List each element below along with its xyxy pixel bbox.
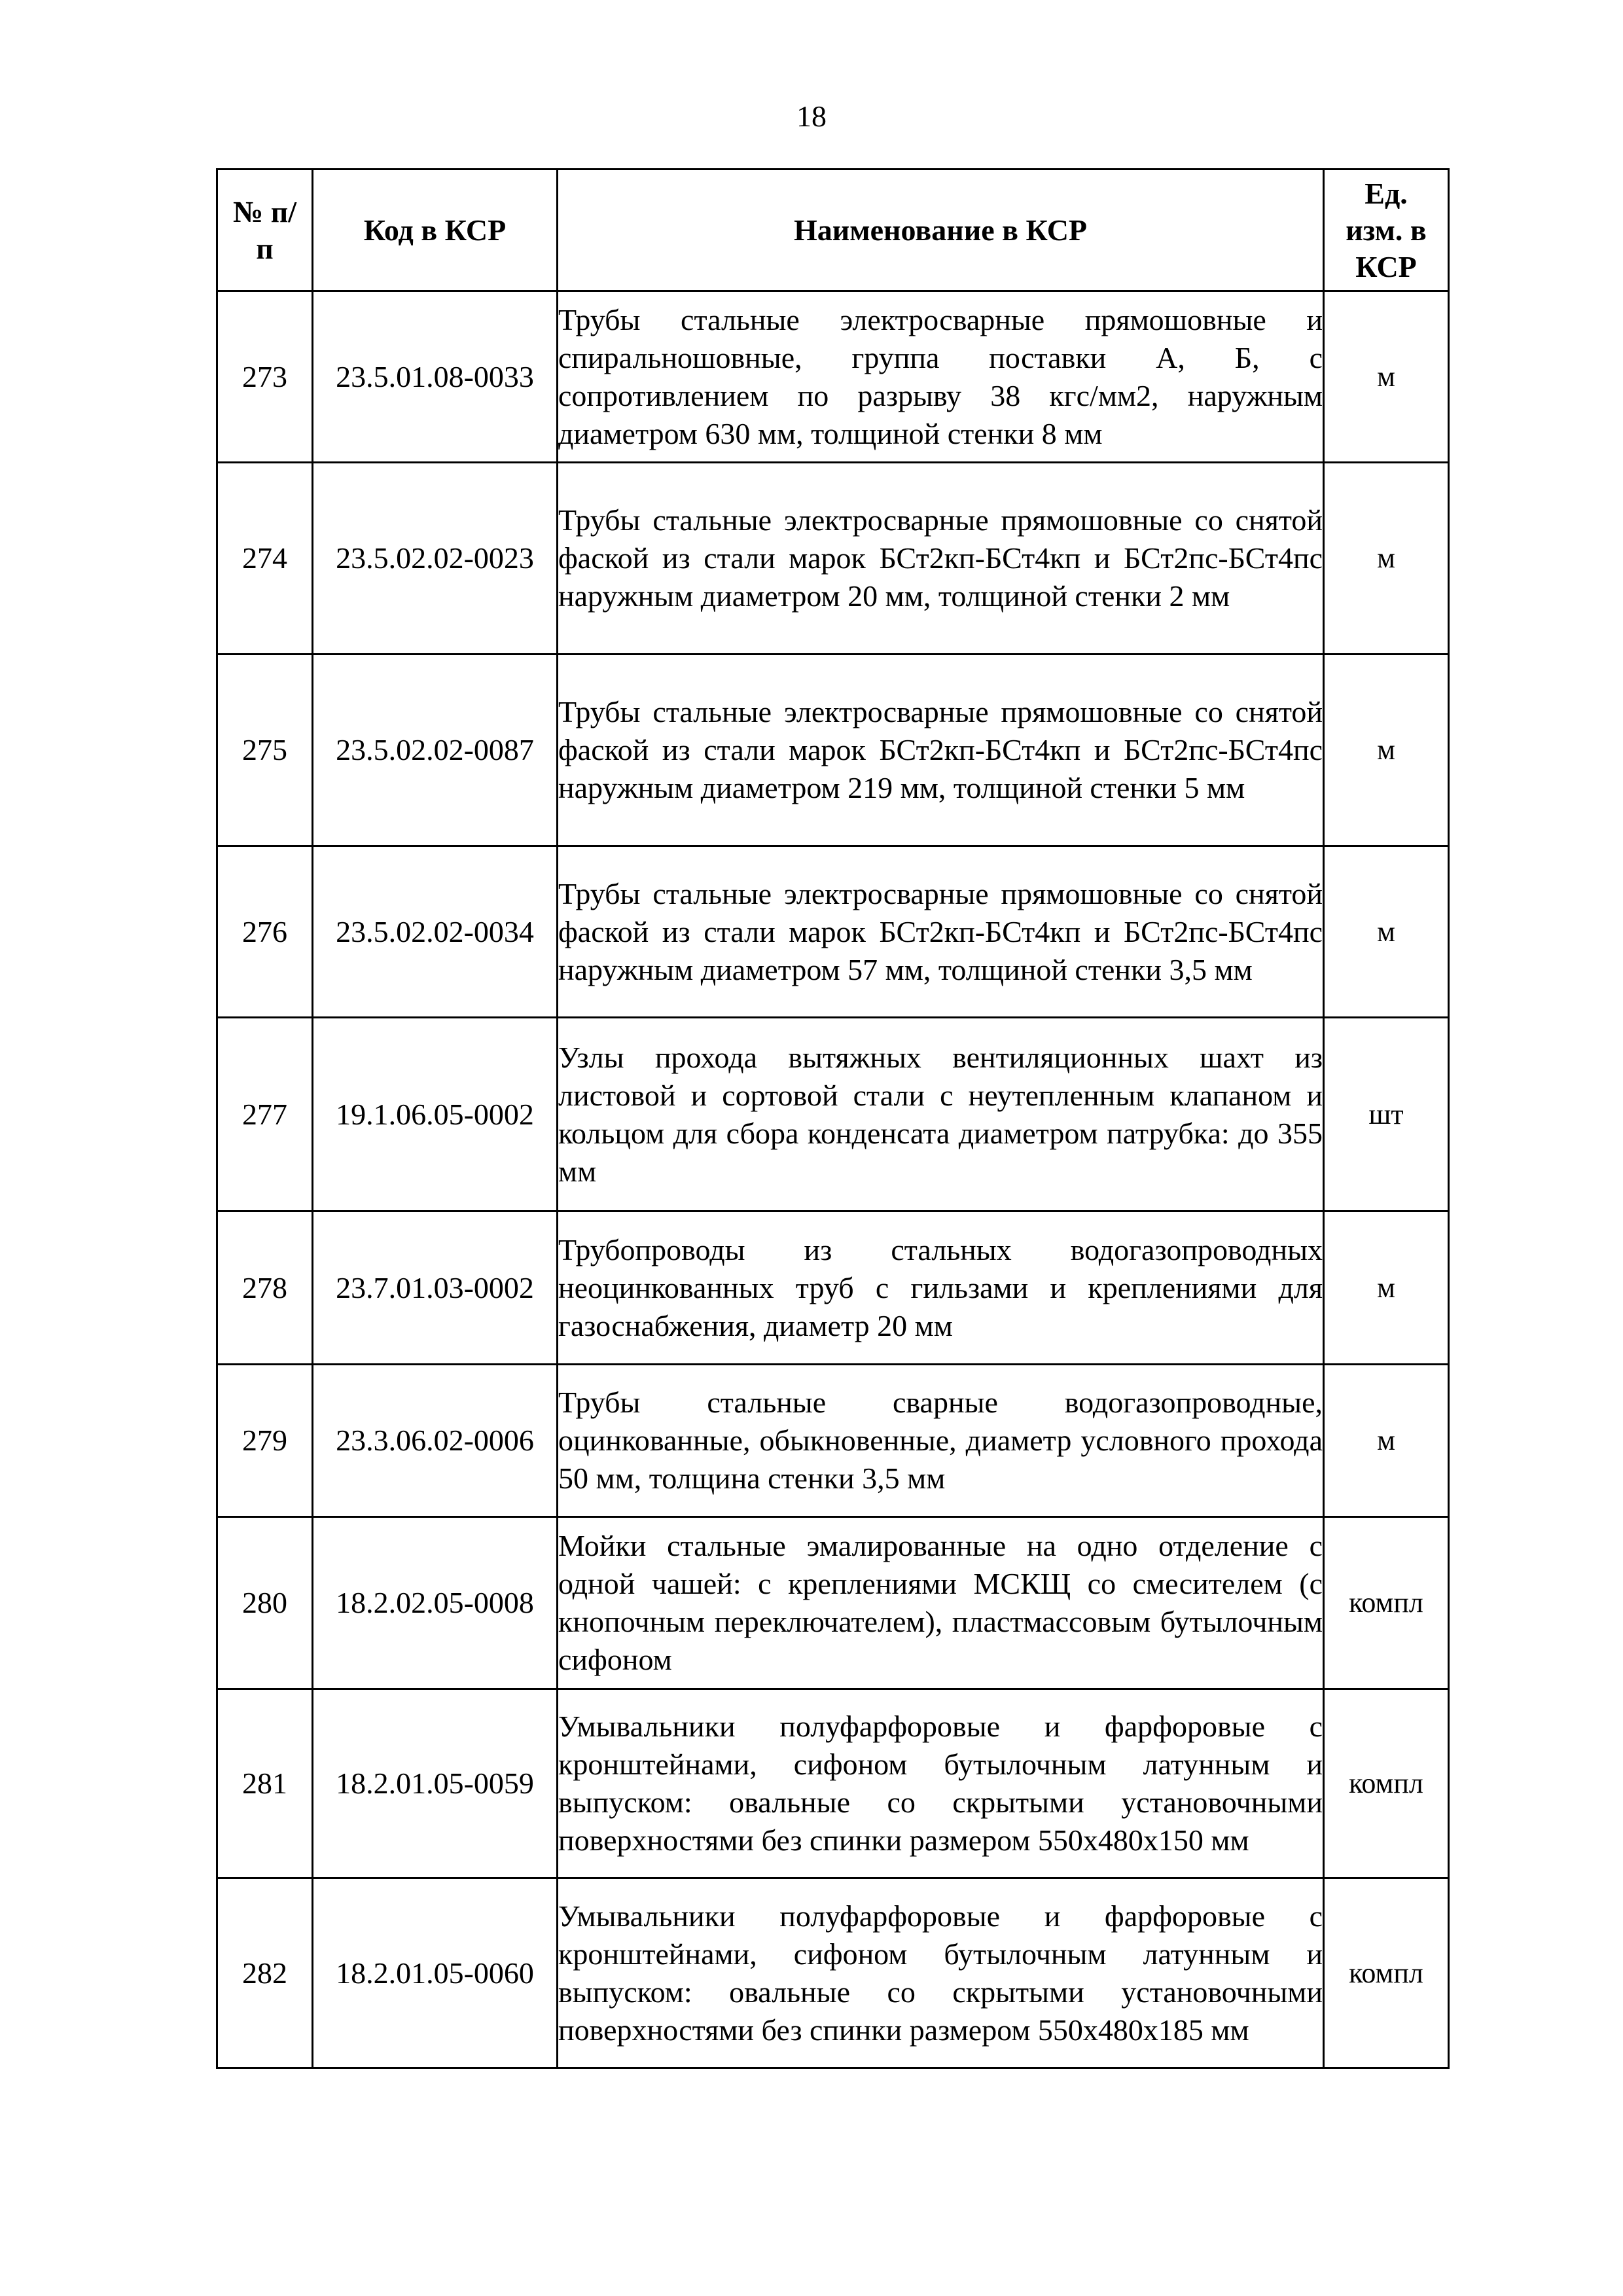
header-code: Код в КСР <box>313 170 558 291</box>
row-num: 273 <box>217 291 313 463</box>
table-row <box>217 1878 1449 2068</box>
table-row <box>217 846 1449 1018</box>
row-name: Умывальники полуфарфоровые и фарфоровые с кронштейнами, сифоном бутылочным латунным и выпуском: овальные со скрытыми установочными поверхностями без спинки размером 550х480х185 мм <box>558 1878 1324 2068</box>
table-row <box>217 291 1449 463</box>
table-row <box>217 1018 1449 1211</box>
row-code: 23.5.02.02-0023 <box>313 463 558 655</box>
row-name: Умывальники полуфарфоровые и фарфоровые с кронштейнами, сифоном бутылочным латунным и выпуском: овальные со скрытыми установочными поверхностями без спинки размером 550х480х150 мм <box>558 1689 1324 1878</box>
row-name: Трубопроводы из стальных водогазопроводных неоцинкованных труб с гильзами и креплениями для газоснабжения, диаметр 20 мм <box>558 1211 1324 1365</box>
row-code: 18.2.01.05-0060 <box>313 1878 558 2068</box>
row-unit: м <box>1324 1365 1449 1517</box>
row-unit: м <box>1324 1211 1449 1365</box>
row-num: 281 <box>217 1689 313 1878</box>
row-code: 23.7.01.03-0002 <box>313 1211 558 1365</box>
row-code: 23.5.02.02-0087 <box>313 655 558 846</box>
table-row <box>217 1211 1449 1365</box>
row-unit: м <box>1324 291 1449 463</box>
row-code: 19.1.06.05-0002 <box>313 1018 558 1211</box>
row-num: 275 <box>217 655 313 846</box>
row-num: 278 <box>217 1211 313 1365</box>
ksr-table <box>216 168 1450 2069</box>
page-number: 18 <box>796 99 827 133</box>
row-name: Мойки стальные эмалированные на одно отделение с одной чашей: с креплениями МСКЩ со смесителем (с кнопочным переключателем), пластмассовым бутылочным сифоном <box>558 1517 1324 1689</box>
row-unit: компл <box>1324 1878 1449 2068</box>
row-num: 279 <box>217 1365 313 1517</box>
header-unit: Ед. изм. в КСР <box>1324 170 1449 291</box>
row-name: Трубы стальные электросварные прямошовные и спиральношовные, группа поставки А, Б, с сопротивлением по разрыву 38 кгс/мм2, наружным диаметром 630 мм, толщиной стенки 8 мм <box>558 291 1324 463</box>
row-num: 274 <box>217 463 313 655</box>
row-num: 277 <box>217 1018 313 1211</box>
row-unit: шт <box>1324 1018 1449 1211</box>
row-name: Трубы стальные электросварные прямошовные со снятой фаской из стали марок БСт2кп-БСт4кп и БСт2пс-БСт4пс наружным диаметром 57 мм, толщиной стенки 3,5 мм <box>558 846 1324 1018</box>
table-header-row <box>217 170 1449 291</box>
table-row <box>217 463 1449 655</box>
header-num: № п/п <box>217 170 313 291</box>
row-code: 23.3.06.02-0006 <box>313 1365 558 1517</box>
table-row <box>217 1365 1449 1517</box>
table-row <box>217 655 1449 846</box>
row-name: Узлы прохода вытяжных вентиляционных шахт из листовой и сортовой стали с неутепленным клапаном и кольцом для сбора конденсата диаметром патрубка: до 355 мм <box>558 1018 1324 1211</box>
row-name: Трубы стальные электросварные прямошовные со снятой фаской из стали марок БСт2кп-БСт4кп и БСт2пс-БСт4пс наружным диаметром 219 мм, толщиной стенки 5 мм <box>558 655 1324 846</box>
row-code: 23.5.01.08-0033 <box>313 291 558 463</box>
row-num: 280 <box>217 1517 313 1689</box>
row-code: 18.2.02.05-0008 <box>313 1517 558 1689</box>
row-code: 18.2.01.05-0059 <box>313 1689 558 1878</box>
row-unit: компл <box>1324 1689 1449 1878</box>
table-row <box>217 1689 1449 1878</box>
row-name: Трубы стальные электросварные прямошовные со снятой фаской из стали марок БСт2кп-БСт4кп и БСт2пс-БСт4пс наружным диаметром 20 мм, толщиной стенки 2 мм <box>558 463 1324 655</box>
header-name: Наименование в КСР <box>558 170 1324 291</box>
row-unit: м <box>1324 655 1449 846</box>
row-unit: м <box>1324 463 1449 655</box>
row-code: 23.5.02.02-0034 <box>313 846 558 1018</box>
row-num: 282 <box>217 1878 313 2068</box>
row-unit: компл <box>1324 1517 1449 1689</box>
table-row <box>217 1517 1449 1689</box>
row-unit: м <box>1324 846 1449 1018</box>
row-num: 276 <box>217 846 313 1018</box>
row-name: Трубы стальные сварные водогазопроводные, оцинкованные, обыкновенные, диаметр условного прохода 50 мм, толщина стенки 3,5 мм <box>558 1365 1324 1517</box>
